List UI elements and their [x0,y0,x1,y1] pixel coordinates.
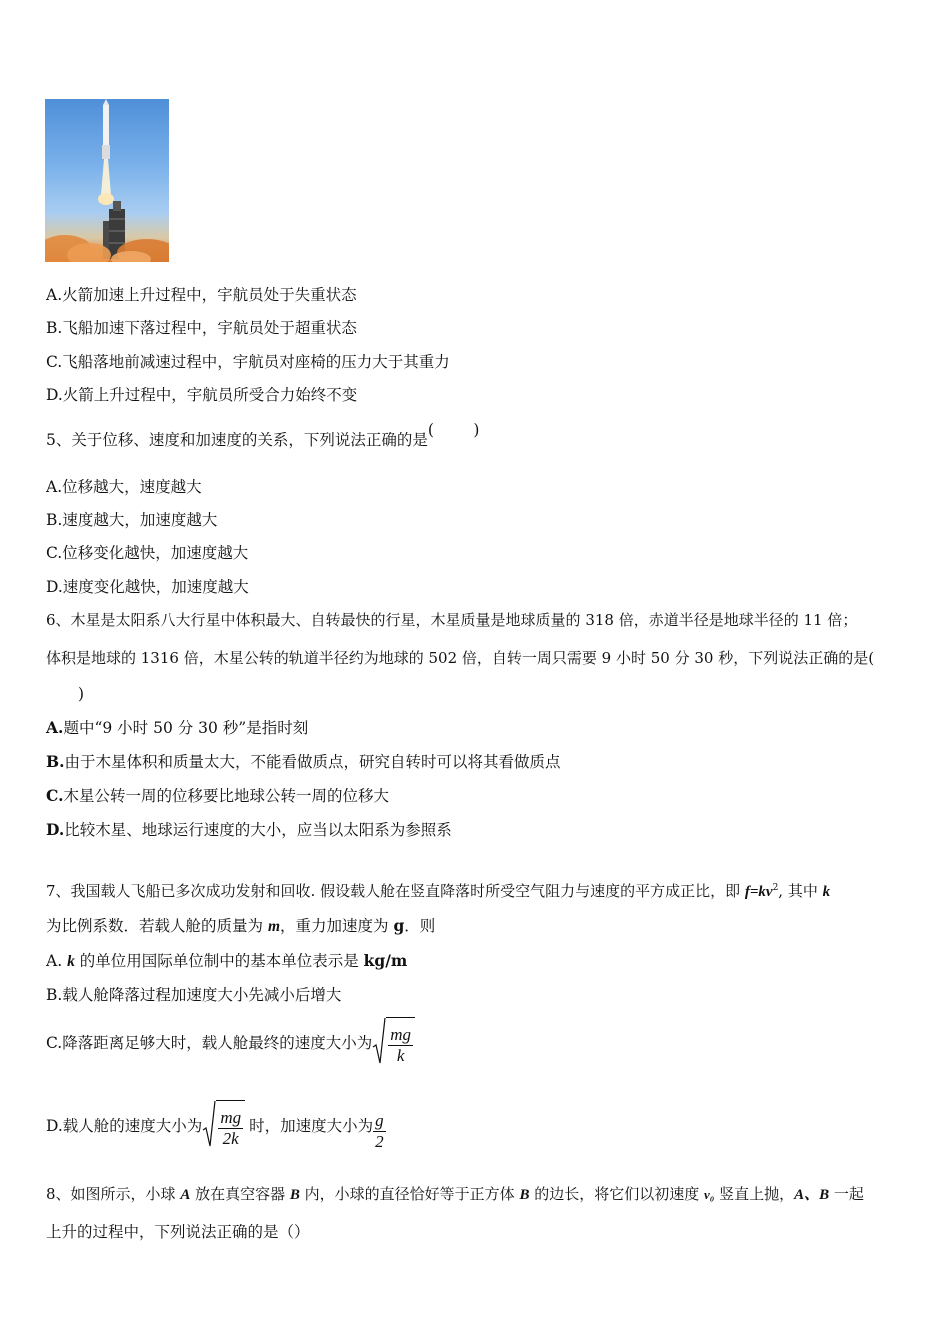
q6-option-c [46,786,389,806]
q7-option-a-k: k [67,953,75,970]
q7-option-a-letter: A. [46,952,68,970]
q7-option-d-sqrt [202,1100,245,1153]
rocket-launch-photo [45,99,169,262]
q6-option-b [46,752,561,772]
q7-formula-f: f=kv [744,884,773,900]
q8-text-c: 内，小球的直径恰好等于正方体 [299,1185,520,1203]
q6-stem-line2: 体积是地球的 1316 倍，木星公转的轨道半径约为地球的 502 倍，自转一周只需要 9 小时 50 分 30 秒，下列说法正确的是( [46,649,875,667]
q7-var-g: g [393,916,405,935]
q6-option-c-letter: C. [46,786,64,805]
q7-var-m: m [267,918,280,935]
q6-option-d [46,820,452,840]
q7-option-c-sqrt [372,1017,415,1070]
q8-var-ab: A、B [794,1187,830,1203]
q6-option-a-text: 题中“9 小时 50 分 30 秒”是指时刻 [63,719,309,737]
q7-stem-text-b: , 其中 [778,882,823,900]
q8-var-a: A [180,1187,191,1203]
q8-var-b-2: B [519,1187,530,1203]
q7-stem-text-c: 为比例系数．若载人舱的质量为 [46,917,268,935]
q8-text-a: 8、如图所示，小球 [46,1185,181,1203]
q5-stem-text: 5、关于位移、速度和加速度的关系，下列说法正确的是 [46,431,428,449]
q6-option-b-text: 由于木星体积和质量太大，不能看做质点，研究自转时可以将其看做质点 [64,753,561,771]
q8-var-v0: v₀ [704,1187,715,1202]
q7-formula-exponent: 2 [772,883,779,893]
q7-option-d-fraction [373,1111,386,1152]
q8-var-b: B [289,1187,300,1203]
q8-stem-line2: 上升的过程中，下列说法正确的是（） [46,1223,310,1241]
q5-option-a: A.位移越大，速度越大 [46,478,202,496]
q6-option-d-letter: D. [46,820,65,839]
rocket-launch-illustration [45,99,169,262]
q7-option-d [46,1101,386,1151]
q7-stem-text-d: ，重力加速度为 [280,917,394,935]
q7-option-a-text: 的单位用国际单位制中的基本单位表示是 [74,952,364,970]
q6-stem-line1: 6、木星是太阳系八大行星中体积最大、自转最快的行星，木星质量是地球质量的 318 倍，赤道半径是地球半径的 11 倍； [46,611,858,629]
q6-option-a-letter: A. [46,718,64,737]
q4-option-c: C.飞船落地前减速过程中，宇航员对座椅的压力大于其重力 [46,353,450,371]
q4-option-a: A.火箭加速上升过程中，宇航员处于失重状态 [46,286,357,304]
q4-option-d: D.火箭上升过程中，宇航员所受合力始终不变 [46,386,358,404]
q7-stem-text-e: ．则 [404,917,436,935]
q6-option-b-letter: B. [46,752,65,771]
q5-option-d: D.速度变化越快，加速度越大 [46,578,249,596]
q7-option-c-text: C.降落距离足够大时，载人舱最终的速度大小为 [46,1034,373,1052]
q7-stem-line2 [46,916,435,937]
q7-option-b: B.载人舱降落过程加速度大小先减小后增大 [46,986,342,1004]
q7-option-d-denominator: 2k [222,1129,239,1148]
q6-option-c-text: 木星公转一周的位移要比地球公转一周的位移大 [63,787,389,805]
q5-option-b: B.速度越大，加速度越大 [46,511,218,529]
q6-stem-line3: ) [78,685,85,703]
q7-stem-text-a: 7、我国载人飞船已多次成功发射和回收. 假设载人舱在竖直降落时所受空气阻力与速度的平方成正比，即 [46,882,745,900]
q6-option-d-text: 比较木星、地球运行速度的大小，应当以太阳系为参照系 [64,821,452,839]
q7-var-k: k [822,884,831,900]
q7-option-d-frac-denominator: 2 [375,1131,384,1151]
q8-text-d: 的边长，将它们以初速度 [529,1185,704,1203]
q7-option-c-numerator: mg [390,1025,412,1044]
q7-option-d-numerator: mg [220,1108,242,1127]
q5-stem [46,421,480,450]
q6-option-a [46,718,308,738]
q7-option-d-text-b: 时，加速度大小为 [249,1117,374,1135]
q8-text-e: 竖直上抛， [714,1185,795,1203]
q7-option-a-unit: kg/m [363,951,408,970]
q8-text-b: 放在真空容器 [190,1185,290,1203]
q5-option-c: C.位移变化越快，加速度越大 [46,544,249,562]
q7-stem-line1 [46,878,830,902]
q7-option-a [46,951,407,972]
q7-option-c [46,1018,415,1068]
q7-option-d-frac-numerator: g [375,1110,384,1130]
q4-option-b: B.飞船加速下落过程中，宇航员处于超重状态 [46,319,357,337]
q7-option-d-text-a: D.载人舱的速度大小为 [46,1117,203,1135]
q8-text-f: 一起 [829,1185,864,1203]
q7-option-c-denominator: k [396,1046,405,1065]
q5-answer-paren: ( ) [427,421,480,439]
q8-stem-line1 [46,1184,864,1205]
